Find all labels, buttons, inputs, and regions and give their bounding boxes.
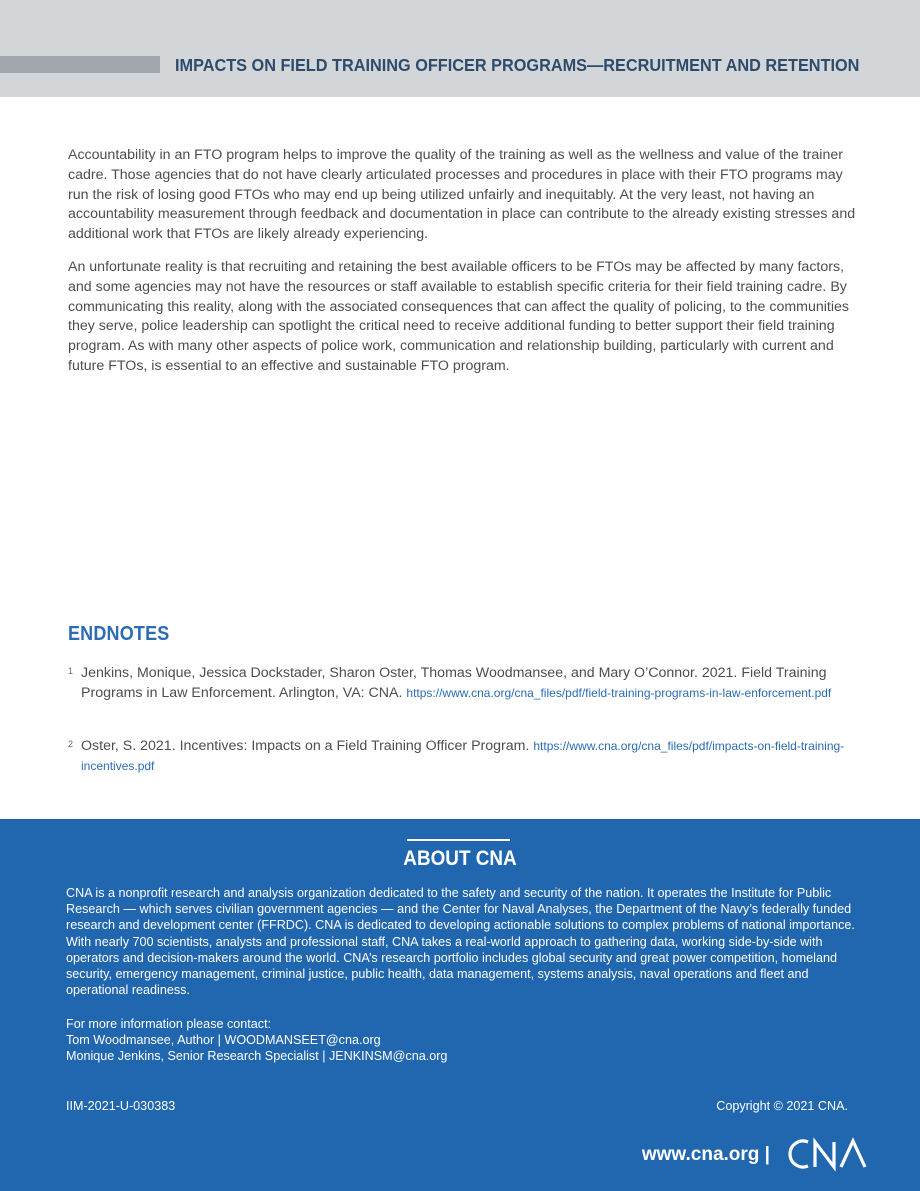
about-title: ABOUT CNA — [403, 847, 517, 870]
endnote-text: Oster, S. 2021. Incentives: Impacts on a Field Training Officer Program. — [81, 738, 534, 754]
about-section — [0, 819, 920, 1191]
endnote-content — [81, 736, 858, 776]
endnote-text: Jenkins, Monique, Jessica Dockstader, Sharon Oster, Thomas Woodmansee, and Mary O’Connor. 2021. Field Training Programs in Law Enforcement. Arlington, VA: CNA. — [81, 665, 827, 701]
endnote-number: 1 — [68, 666, 74, 676]
endnotes-heading: ENDNOTES — [68, 623, 170, 645]
page-header-title: IMPACTS ON FIELD TRAINING OFFICER PROGRAMS—RECRUITMENT AND RETENTION — [175, 55, 860, 75]
body-text — [68, 146, 858, 390]
contact-block — [66, 1016, 566, 1065]
website-link[interactable]: www.cna.org | — [641, 1144, 770, 1165]
endnote-1 — [68, 663, 858, 703]
contact-intro: For more information please contact: — [66, 1017, 272, 1031]
endnote-2 — [68, 736, 858, 776]
contact-author: Tom Woodmansee, Author | WOODMANSEET@cna.org — [66, 1033, 381, 1048]
about-description: CNA is a nonprofit research and analysis organization dedicated to the safety and security of the nation. It operates the Institute for Public Research — which serves civilian government agencies — and the Center for Naval Analyses, the Department of the Navy’s federally funded research and development center (FFRDC). CNA is dedicated to developing actionable solutions to complex problems of national importance. With nearly 700 scientists, analysts and professional staff, CNA takes a real-world approach to gathering data, working side-by-side with operators and decision-makers around the world. CNA’s research portfolio includes global security and great power competition, homeland security, emergency management, criminal justice, public health, data management, systems analysis, naval operations and fleet and operational readiness. — [66, 886, 855, 998]
contact-specialist: Monique Jenkins, Senior Research Specialist | JENKINSM@cna.org — [66, 1049, 448, 1064]
header-band — [0, 0, 920, 97]
header-accent-bar — [0, 56, 160, 73]
endnote-link[interactable]: https://www.cna.org/cna_files/pdf/impacts-on-field-training-incentives.pdf — [81, 739, 845, 773]
endnote-content — [81, 663, 858, 703]
body-paragraph-1: Accountability in an FTO program helps to improve the quality of the training as well as the wellness and value of the trainer cadre. Those agencies that do not have clearly articulated processes and procedures in place with their FTO programs may run the risk of losing good FTOs who may end up being utilized unfairly and inequitably. At the very least, not having an accountability measurement through feedback and documentation in place can contribute to the already existing stresses and additional work that FTOs are likely already experiencing. — [68, 147, 856, 243]
endnote-number: 2 — [68, 739, 74, 749]
about-divider — [407, 839, 510, 841]
cna-logo — [786, 1136, 870, 1172]
endnote-link[interactable]: https://www.cna.org/cna_files/pdf/field-training-programs-in-law-enforcement.pdf — [406, 686, 832, 700]
report-id: IIM-2021-U-030383 — [66, 1099, 176, 1113]
copyright: Copyright © 2021 CNA. — [716, 1099, 848, 1113]
body-paragraph-2: An unfortunate reality is that recruiting and retaining the best available officers to be FTOs may be affected by many factors, and some agencies may not have the resources or staff available to establish specific criteria for their field training cadre. By communicating this reality, along with the associated consequences that can affect the quality of policing, to the communities they serve, police leadership can spotlight the critical need to receive additional funding to better support their field training program. As with many other aspects of police work, communication and relationship building, particularly with current and future FTOs, is essential to an effective and sustainable FTO program. — [68, 258, 850, 374]
